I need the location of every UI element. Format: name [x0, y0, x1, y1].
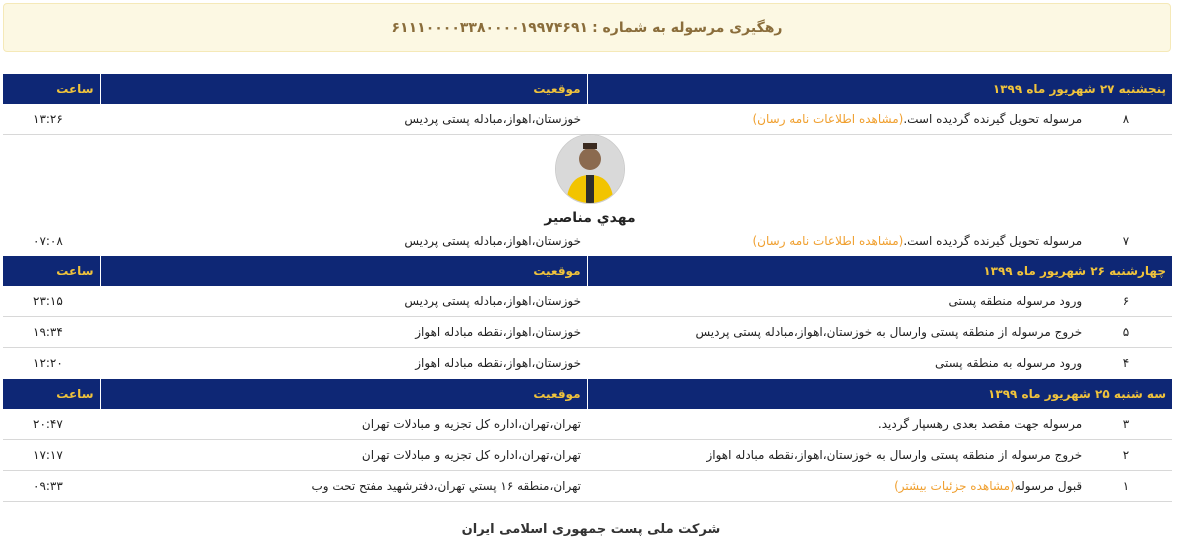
- time-header: ساعت: [3, 379, 100, 409]
- time-header: ساعت: [3, 256, 100, 286]
- event-location: خوزستان،اهواز،مبادله پستی پردیس: [100, 286, 587, 317]
- day-header: [3, 256, 1172, 286]
- event-cell: [587, 471, 1172, 502]
- event-time: ۱۷:۱۷: [3, 440, 100, 471]
- table-row: [3, 104, 1172, 135]
- event-description: قبول مرسوله: [1014, 479, 1083, 493]
- table-row: [3, 440, 1172, 471]
- event-index: ۲: [1122, 448, 1130, 462]
- event-time: ۲۳:۱۵: [3, 286, 100, 317]
- time-header: ساعت: [3, 74, 100, 104]
- event-index: ۸: [1122, 112, 1130, 126]
- day-title: چهارشنبه ۲۶ شهریور ماه ۱۳۹۹: [587, 256, 1172, 286]
- tracking-number: ۶۱۱۱۰۰۰۰۳۳۸۰۰۰۰۱۹۹۷۴۶۹۱: [391, 19, 589, 36]
- event-location: خوزستان،اهواز،نقطه مبادله اهواز: [415, 356, 581, 370]
- event-index: ۵: [1122, 325, 1130, 339]
- day-table-1-cont: [3, 226, 1172, 256]
- day-header: [3, 74, 1172, 104]
- location-header: موقعیت: [100, 74, 587, 104]
- table-row: [3, 471, 1172, 502]
- day-table-1: [3, 74, 1172, 135]
- event-description: خروج مرسوله از منطقه پستی وارسال به خوزستان،اهواز،مبادله پستی پردیس: [695, 325, 1083, 339]
- carrier-name: مهدي مناصير: [544, 210, 636, 226]
- event-cell: [587, 348, 1172, 379]
- event-index: ۳: [1122, 417, 1130, 431]
- event-location: تهران،تهران،اداره کل تجزیه و مبادلات تهران: [100, 440, 587, 471]
- view-carrier-link[interactable]: (مشاهده اطلاعات نامه رسان): [752, 234, 904, 248]
- event-location: تهران،تهران،اداره کل تجزیه و مبادلات تهران: [100, 409, 587, 440]
- day-title: پنجشنبه ۲۷ شهریور ماه ۱۳۹۹: [587, 74, 1172, 104]
- view-carrier-link[interactable]: (مشاهده اطلاعات نامه رسان): [752, 112, 904, 126]
- event-description: مرسوله جهت مقصد بعدی رهسپار گردید.: [877, 417, 1083, 431]
- event-index: ۱: [1122, 479, 1130, 493]
- carrier-card: [540, 134, 640, 226]
- banner-label: رهگیری مرسوله به شماره :: [592, 19, 783, 36]
- event-location: خوزستان،اهواز،مبادله پستی پردیس: [404, 234, 581, 248]
- event-description: خروج مرسوله از منطقه پستی وارسال به خوزستان،اهواز،نقطه مبادله اهواز: [706, 448, 1083, 462]
- event-index: ۶: [1122, 294, 1130, 308]
- event-time: ۱۳:۲۶: [3, 104, 100, 135]
- event-description: ورود مرسوله به منطقه پستی: [934, 356, 1083, 370]
- table-row: [3, 317, 1172, 348]
- event-location: تهران،منطقه ۱۶ پستي تهران،دفترشهید مفتح تحت وب: [100, 471, 587, 502]
- event-description: مرسوله تحویل گیرنده گردیده است.: [903, 112, 1083, 126]
- table-row: [3, 226, 1172, 256]
- event-location: خوزستان،اهواز،مبادله پستی پردیس: [100, 104, 587, 135]
- footer-company-name: شرکت ملی پست جمهوری اسلامی ایران: [461, 522, 721, 537]
- event-time: ۱۹:۳۴: [3, 317, 100, 348]
- event-cell: [587, 409, 1172, 440]
- avatar: [555, 134, 625, 204]
- tracking-banner: [3, 3, 1171, 52]
- table-row: [3, 348, 1172, 379]
- event-description: مرسوله تحویل گیرنده گردیده است.: [903, 234, 1083, 248]
- event-cell: [587, 440, 1172, 471]
- view-details-link[interactable]: (مشاهده جزئیات بیشتر): [894, 479, 1015, 493]
- day-header: [3, 379, 1172, 409]
- event-index: ۴: [1122, 356, 1130, 370]
- location-header: موقعیت: [100, 256, 587, 286]
- event-index: ۷: [1122, 234, 1130, 248]
- event-time: ۰۷:۰۸: [33, 234, 63, 248]
- event-location: خوزستان،اهواز،نقطه مبادله اهواز: [100, 317, 587, 348]
- day-table-3: [3, 379, 1172, 502]
- day-table-2: [3, 256, 1172, 378]
- event-time: ۰۹:۳۳: [3, 471, 100, 502]
- location-header: موقعیت: [100, 379, 587, 409]
- event-cell: [587, 317, 1172, 348]
- table-row: [3, 409, 1172, 440]
- event-cell: [587, 226, 1172, 256]
- table-row: [3, 286, 1172, 317]
- event-cell: [587, 104, 1172, 135]
- person-icon: [556, 135, 624, 203]
- day-title: سه شنبه ۲۵ شهریور ماه ۱۳۹۹: [587, 379, 1172, 409]
- event-cell: [587, 286, 1172, 317]
- event-time: ۲۰:۴۷: [3, 409, 100, 440]
- event-time: ۱۲:۲۰: [33, 356, 63, 370]
- event-description: ورود مرسوله منطقه پستی: [948, 294, 1083, 308]
